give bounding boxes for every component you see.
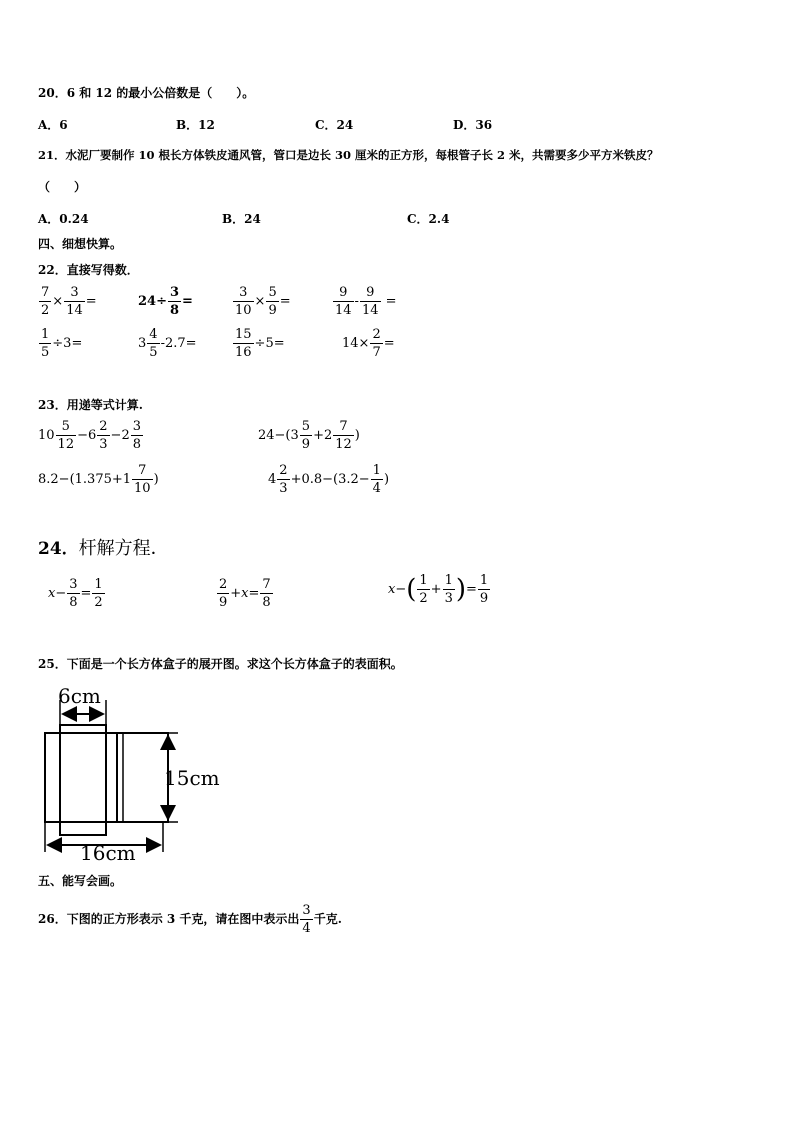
box-net-diagram [40,680,230,865]
q23-expression-2: 24−(3 $\frac{5}{9}$ +2 $\frac{7}{12}$ ) [258,419,360,452]
q20-stem: 20．6 和 12 的最小公倍数是（ ）。 [38,86,255,100]
fraction: $\frac{1}{9}$ [479,573,489,606]
fraction: $\frac{1}{4}$ [372,463,381,496]
q21-option-a: A．0.24 [38,212,89,226]
fraction: $\frac{7}{8}$ [262,577,271,610]
fraction: $\frac{3}{8}$ [69,577,78,610]
section-5-heading: 五、能写会画。 [38,874,123,888]
fraction: $\frac{1}{2}$ [94,577,103,610]
fraction: $\frac{3}{4}$ [302,903,311,936]
fraction: $\frac{4}{5}$ [149,327,158,360]
q22-stem: 22．直接写得数． [38,263,139,277]
fraction: $\frac{5}{9}$ [301,419,311,452]
q24-heading: 24．杆解方程． [38,538,169,559]
fraction: $\frac{5}{12}$ [57,419,75,452]
q23-expression-1: 10 $\frac{5}{12}$ −6 $\frac{2}{3}$ −2 $\frac{3}{8}$ [38,419,141,452]
label-6cm: 6cm [58,684,101,708]
fraction: $\frac{3}{14}$ [66,285,83,318]
q22-item-2: 24÷ $\frac{3}{8}$ = [138,285,193,318]
label-15cm: 15cm [164,766,220,790]
q22-item-6: 3 $\frac{4}{5}$ -2.7= [138,327,197,360]
net-side-flaps [60,725,106,835]
q22-item-4: $\frac{9}{14}$ - $\frac{9}{14}$ = [335,285,397,318]
q20-option-d: D．36 [453,118,493,132]
q21-stem: 21．水泥厂要制作 10 根长方体铁皮通风管，管口是边长 30 厘米的正方形，每根管子长 2 米，共需要多少平方米铁皮？ [38,148,659,162]
fraction: $\frac{3}{8}$ [132,419,141,452]
fraction: $\frac{7}{2}$ [41,285,50,318]
q23-expression-4: 4 $\frac{2}{3}$ +0.8−(3.2− $\frac{1}{4}$ ) [268,463,390,496]
fraction: $\frac{2}{9}$ [219,577,228,610]
fraction: $\frac{9}{14}$ [361,285,379,318]
fraction: $\frac{9}{14}$ [335,285,352,318]
fraction: $\frac{1}{2}$ [419,573,428,606]
q21-blank: （ ） [38,180,87,194]
fraction: $\frac{3}{8}$ [169,285,180,318]
label-16cm: 16cm [80,841,136,865]
q22-item-7: $\frac{15}{16}$ ÷5= [235,327,285,360]
q22-item-8: 14× $\frac{2}{7}$ = [342,327,395,360]
q22-item-1: $\frac{7}{2}$ × $\frac{3}{14}$ = [41,285,97,318]
q22-item-5: $\frac{1}{5}$ ÷3= [41,327,83,360]
fraction: $\frac{2}{3}$ [99,419,108,452]
q24-equation-2: $\frac{2}{9}$ +x= $\frac{7}{8}$ [219,577,271,610]
fraction: $\frac{7}{12}$ [335,419,352,452]
fraction: $\frac{3}{10}$ [235,285,252,318]
fraction: $\frac{15}{16}$ [235,327,252,360]
q24-equation-1: x− $\frac{3}{8}$ = $\frac{1}{2}$ [48,577,103,610]
q20-option-b: B．12 [176,118,215,132]
q21-option-b: B．24 [222,212,261,226]
q20-option-a: A．6 [38,118,68,132]
fraction: $\frac{2}{7}$ [372,327,381,360]
q21-option-c: C．2.4 [407,212,450,226]
q26-stem: 26．下图的正方形表示 3 千克，请在图中表示出 $\frac{3}{4}$ 千克. [38,903,342,936]
fraction: $\frac{1}{3}$ [444,573,453,606]
section-4-heading: 四、细想快算。 [38,237,123,251]
q23-expression-3: 8.2−(1.375+1 $\frac{7}{10}$ ) [38,463,159,496]
q22-item-3: $\frac{3}{10}$ × $\frac{5}{9}$ = [235,285,291,318]
fraction: $\frac{2}{3}$ [279,463,288,496]
fraction: $\frac{7}{10}$ [134,463,151,496]
q23-stem: 23．用递等式计算. [38,398,143,412]
fraction: $\frac{1}{5}$ [41,327,50,360]
fraction: $\frac{5}{9}$ [268,285,277,318]
q24-equation-3: x−( $\frac{1}{2}$ + $\frac{1}{3}$ )= $\frac{1}{9}$ [388,573,489,606]
q20-option-c: C．24 [315,118,354,132]
q25-stem: 25．下面是一个长方体盒子的展开图。求这个长方体盒子的表面积。 [38,657,403,671]
